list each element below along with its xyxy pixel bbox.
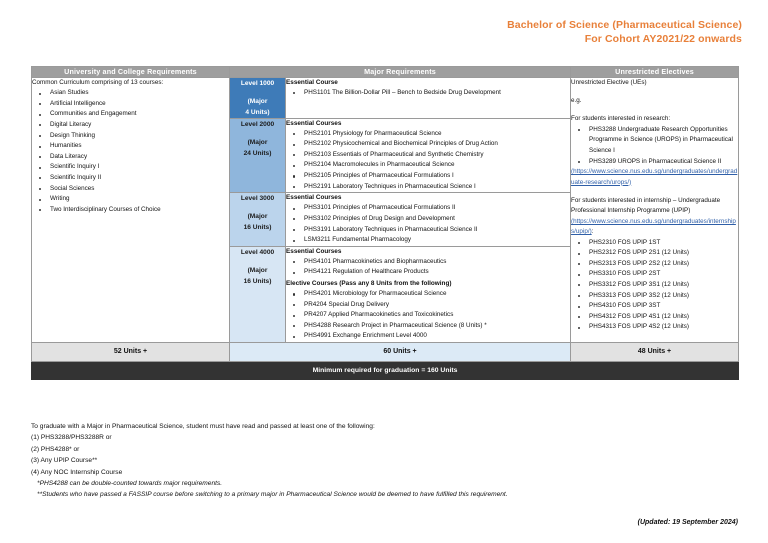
list-item: PHS2102 Physicochemical and Biochemical Principles of Drug Action bbox=[286, 139, 570, 150]
level-label-1000 bbox=[230, 77, 286, 118]
list-item: PHS2103 Essentials of Pharmaceutical and Synthetic Chemistry bbox=[286, 150, 570, 161]
ucr-course-list bbox=[32, 88, 229, 215]
urops-link[interactable]: (https://www.science.nus.edu.sg/undergraduates/undergraduate-research/urops/) bbox=[571, 168, 738, 186]
list-item: PHS4288 Research Project in Pharmaceutical Science (8 Units) * bbox=[286, 321, 570, 332]
units-summary-row bbox=[32, 343, 739, 362]
ue-research-intro: For students interested in research: bbox=[571, 115, 671, 123]
essential-courses-heading: Essential Course bbox=[286, 78, 338, 86]
table-body-row bbox=[32, 77, 739, 118]
list-item: LSM3211 Fundamental Pharmacology bbox=[286, 235, 570, 246]
list-item: Social Sciences bbox=[32, 184, 229, 195]
list-item: PHS4991 Exchange Enrichment Level 4000 bbox=[286, 331, 570, 342]
essential-course-list-3000 bbox=[286, 203, 570, 245]
graduation-requirement-row bbox=[32, 361, 739, 380]
essential-courses-heading: Essential Courses bbox=[286, 247, 342, 255]
header-university-college-requirements: University and College Requirements bbox=[32, 67, 230, 78]
cell-university-college-requirements bbox=[32, 77, 230, 342]
list-item: PHS3191 Laboratory Techniques in Pharmaceutical Science II bbox=[286, 225, 570, 236]
list-item: PHS1101 The Billion-Dollar Pill – Bench to Bedside Drug Development bbox=[286, 88, 570, 99]
spacer bbox=[230, 130, 285, 137]
list-item: Two Interdisciplinary Courses of Choice bbox=[32, 205, 229, 216]
level-major-line2: 16 Units) bbox=[243, 224, 272, 232]
spacer bbox=[230, 89, 285, 96]
list-item: PHS2101 Physiology for Pharmaceutical Science bbox=[286, 129, 570, 140]
level-major-line1: (Major bbox=[247, 97, 268, 105]
list-item: PHS4101 Pharmacokinetics and Biopharmaceutics bbox=[286, 257, 570, 268]
essential-course-list-1000 bbox=[286, 88, 570, 99]
notes-item-4: (4) Any NOC Internship Course bbox=[31, 468, 123, 476]
list-item: PHS4201 Microbiology for Pharmaceutical Science bbox=[286, 289, 570, 300]
list-item: Artificial Intelligence bbox=[32, 99, 229, 110]
spacer bbox=[571, 188, 738, 196]
essential-course-list-2000 bbox=[286, 129, 570, 193]
table-header-row bbox=[32, 67, 739, 78]
page-title bbox=[0, 18, 742, 46]
spacer bbox=[230, 258, 285, 265]
updated-date: (Updated: 19 September 2024) bbox=[637, 519, 738, 526]
level-label-3000 bbox=[230, 193, 286, 246]
curriculum-table bbox=[31, 66, 739, 380]
level-major-line2: 4 Units) bbox=[245, 108, 270, 116]
spacer bbox=[230, 204, 285, 211]
list-item: PHS2313 FOS UPIP 2S2 (12 Units) bbox=[571, 259, 738, 270]
page-title-line1: Bachelor of Science (Pharmaceutical Science) bbox=[507, 19, 742, 31]
list-item: PHS2312 FOS UPIP 2S1 (12 Units) bbox=[571, 248, 738, 259]
level-major-line1: (Major bbox=[247, 266, 268, 274]
upip-link-wrapper bbox=[571, 217, 738, 238]
units-ucr: 52 Units + bbox=[32, 343, 230, 362]
page-title-line2: For Cohort AY2021/22 onwards bbox=[584, 33, 742, 45]
cell-major-courses-4000 bbox=[286, 246, 571, 342]
level-major-line2: 24 Units) bbox=[243, 149, 272, 157]
elective-course-list-4000 bbox=[286, 289, 570, 342]
list-item: Communities and Engagement bbox=[32, 109, 229, 120]
ucr-intro-text: Common Curriculum comprising of 13 courses: bbox=[32, 78, 164, 86]
ue-internship-intro: For students interested in internship – Undergraduate Professional Internship Programme (UPIP) bbox=[571, 197, 721, 215]
ue-heading: Unrestricted Elective (UEs) bbox=[571, 78, 647, 86]
units-major: 60 Units + bbox=[230, 343, 571, 362]
list-item: PHS2104 Macromolecules in Pharmaceutical Science bbox=[286, 160, 570, 171]
elective-courses-heading: Elective Courses (Pass any 8 Units from the following) bbox=[286, 280, 452, 287]
list-item: Humanities bbox=[32, 141, 229, 152]
upip-link-suffix: : bbox=[591, 228, 594, 236]
upip-link[interactable]: (https://www.science.nus.edu.sg/undergraduates/internships/upip/) bbox=[571, 217, 736, 236]
units-unrestricted-electives: 48 Units + bbox=[571, 343, 739, 362]
list-item: PHS2191 Laboratory Techniques in Pharmaceutical Science I bbox=[286, 182, 570, 193]
level-name: Level 4000 bbox=[240, 248, 275, 256]
list-item: PHS3313 FOS UPIP 3S2 (12 Units) bbox=[571, 291, 738, 302]
cell-major-courses-1000 bbox=[286, 77, 571, 118]
list-item: PHS3101 Principles of Pharmaceutical Formulations II bbox=[286, 203, 570, 214]
notes-item-2: (2) PHS4288* or bbox=[31, 445, 80, 453]
graduation-requirement-text: Minimum required for graduation = 160 Units bbox=[32, 361, 739, 380]
list-item: PHS3289 UROPS in Pharmaceutical Science II bbox=[571, 157, 738, 168]
list-item: Digital Literacy bbox=[32, 120, 229, 131]
level-label-4000 bbox=[230, 246, 286, 342]
cell-major-courses-3000 bbox=[286, 193, 571, 246]
notes-footnote-2: **Students who have passed a FASSIP course before switching to a primary major in Pharmaceutical Science would be deemed to have fulfilled this requirement. bbox=[37, 491, 508, 499]
cell-unrestricted-electives bbox=[571, 77, 739, 342]
list-item: PHS3310 FOS UPIP 2ST bbox=[571, 269, 738, 280]
notes-item-1: (1) PHS3288/PHS3288R or bbox=[31, 434, 112, 442]
ue-eg-label: e.g. bbox=[571, 97, 582, 104]
list-item: PHS2105 Principles of Pharmaceutical Formulations I bbox=[286, 171, 570, 182]
list-item: PR4207 Applied Pharmacokinetics and Toxicokinetics bbox=[286, 310, 570, 321]
list-item: PR4204 Special Drug Delivery bbox=[286, 300, 570, 311]
level-major-line1: (Major bbox=[247, 138, 268, 146]
list-item: Design Thinking bbox=[32, 131, 229, 142]
list-item: PHS4312 FOS UPIP 4S1 (12 Units) bbox=[571, 312, 738, 323]
list-item: PHS3312 FOS UPIP 3S1 (12 Units) bbox=[571, 280, 738, 291]
list-item: Writing bbox=[32, 194, 229, 205]
list-item: Scientific Inquiry II bbox=[32, 173, 229, 184]
list-item: PHS4313 FOS UPIP 4S2 (12 Units) bbox=[571, 322, 738, 333]
essential-courses-heading: Essential Courses bbox=[286, 194, 342, 202]
level-label-2000 bbox=[230, 118, 286, 193]
list-item: PHS3102 Principles of Drug Design and Development bbox=[286, 214, 570, 225]
level-name: Level 3000 bbox=[240, 195, 275, 203]
notes-section bbox=[31, 421, 737, 501]
notes-intro: To graduate with a Major in Pharmaceutical Science, student must have read and passed at least one of the following: bbox=[31, 423, 375, 430]
ue-internship-list bbox=[571, 238, 738, 333]
ue-research-list bbox=[571, 125, 738, 167]
list-item: PHS2310 FOS UPIP 1ST bbox=[571, 238, 738, 249]
list-item: PHS4121 Regulation of Healthcare Products bbox=[286, 267, 570, 278]
spacer bbox=[571, 88, 738, 96]
level-major-line2: 16 Units) bbox=[243, 277, 272, 285]
cell-major-courses-2000 bbox=[286, 118, 571, 193]
list-item: Asian Studies bbox=[32, 88, 229, 99]
list-item: Scientific Inquiry I bbox=[32, 162, 229, 173]
list-item: PHS3288 Undergraduate Research Opportunities Programme in Science (UROPS) in Pharmaceutical Science I bbox=[571, 125, 738, 157]
level-major-line1: (Major bbox=[247, 213, 268, 221]
header-unrestricted-electives: Unrestricted Electives bbox=[571, 67, 739, 78]
level-name: Level 1000 bbox=[240, 79, 275, 87]
essential-course-list-4000 bbox=[286, 257, 570, 278]
level-name: Level 2000 bbox=[240, 120, 275, 128]
notes-footnote-1: *PHS4288 can be double-counted towards major requirements. bbox=[37, 480, 223, 488]
list-item: PHS4310 FOS UPIP 3ST bbox=[571, 301, 738, 312]
spacer bbox=[571, 106, 738, 114]
list-item: Data Literacy bbox=[32, 152, 229, 163]
header-major-requirements: Major Requirements bbox=[230, 67, 571, 78]
notes-item-3: (3) Any UPIP Course** bbox=[31, 457, 98, 465]
essential-courses-heading: Essential Courses bbox=[286, 119, 342, 127]
